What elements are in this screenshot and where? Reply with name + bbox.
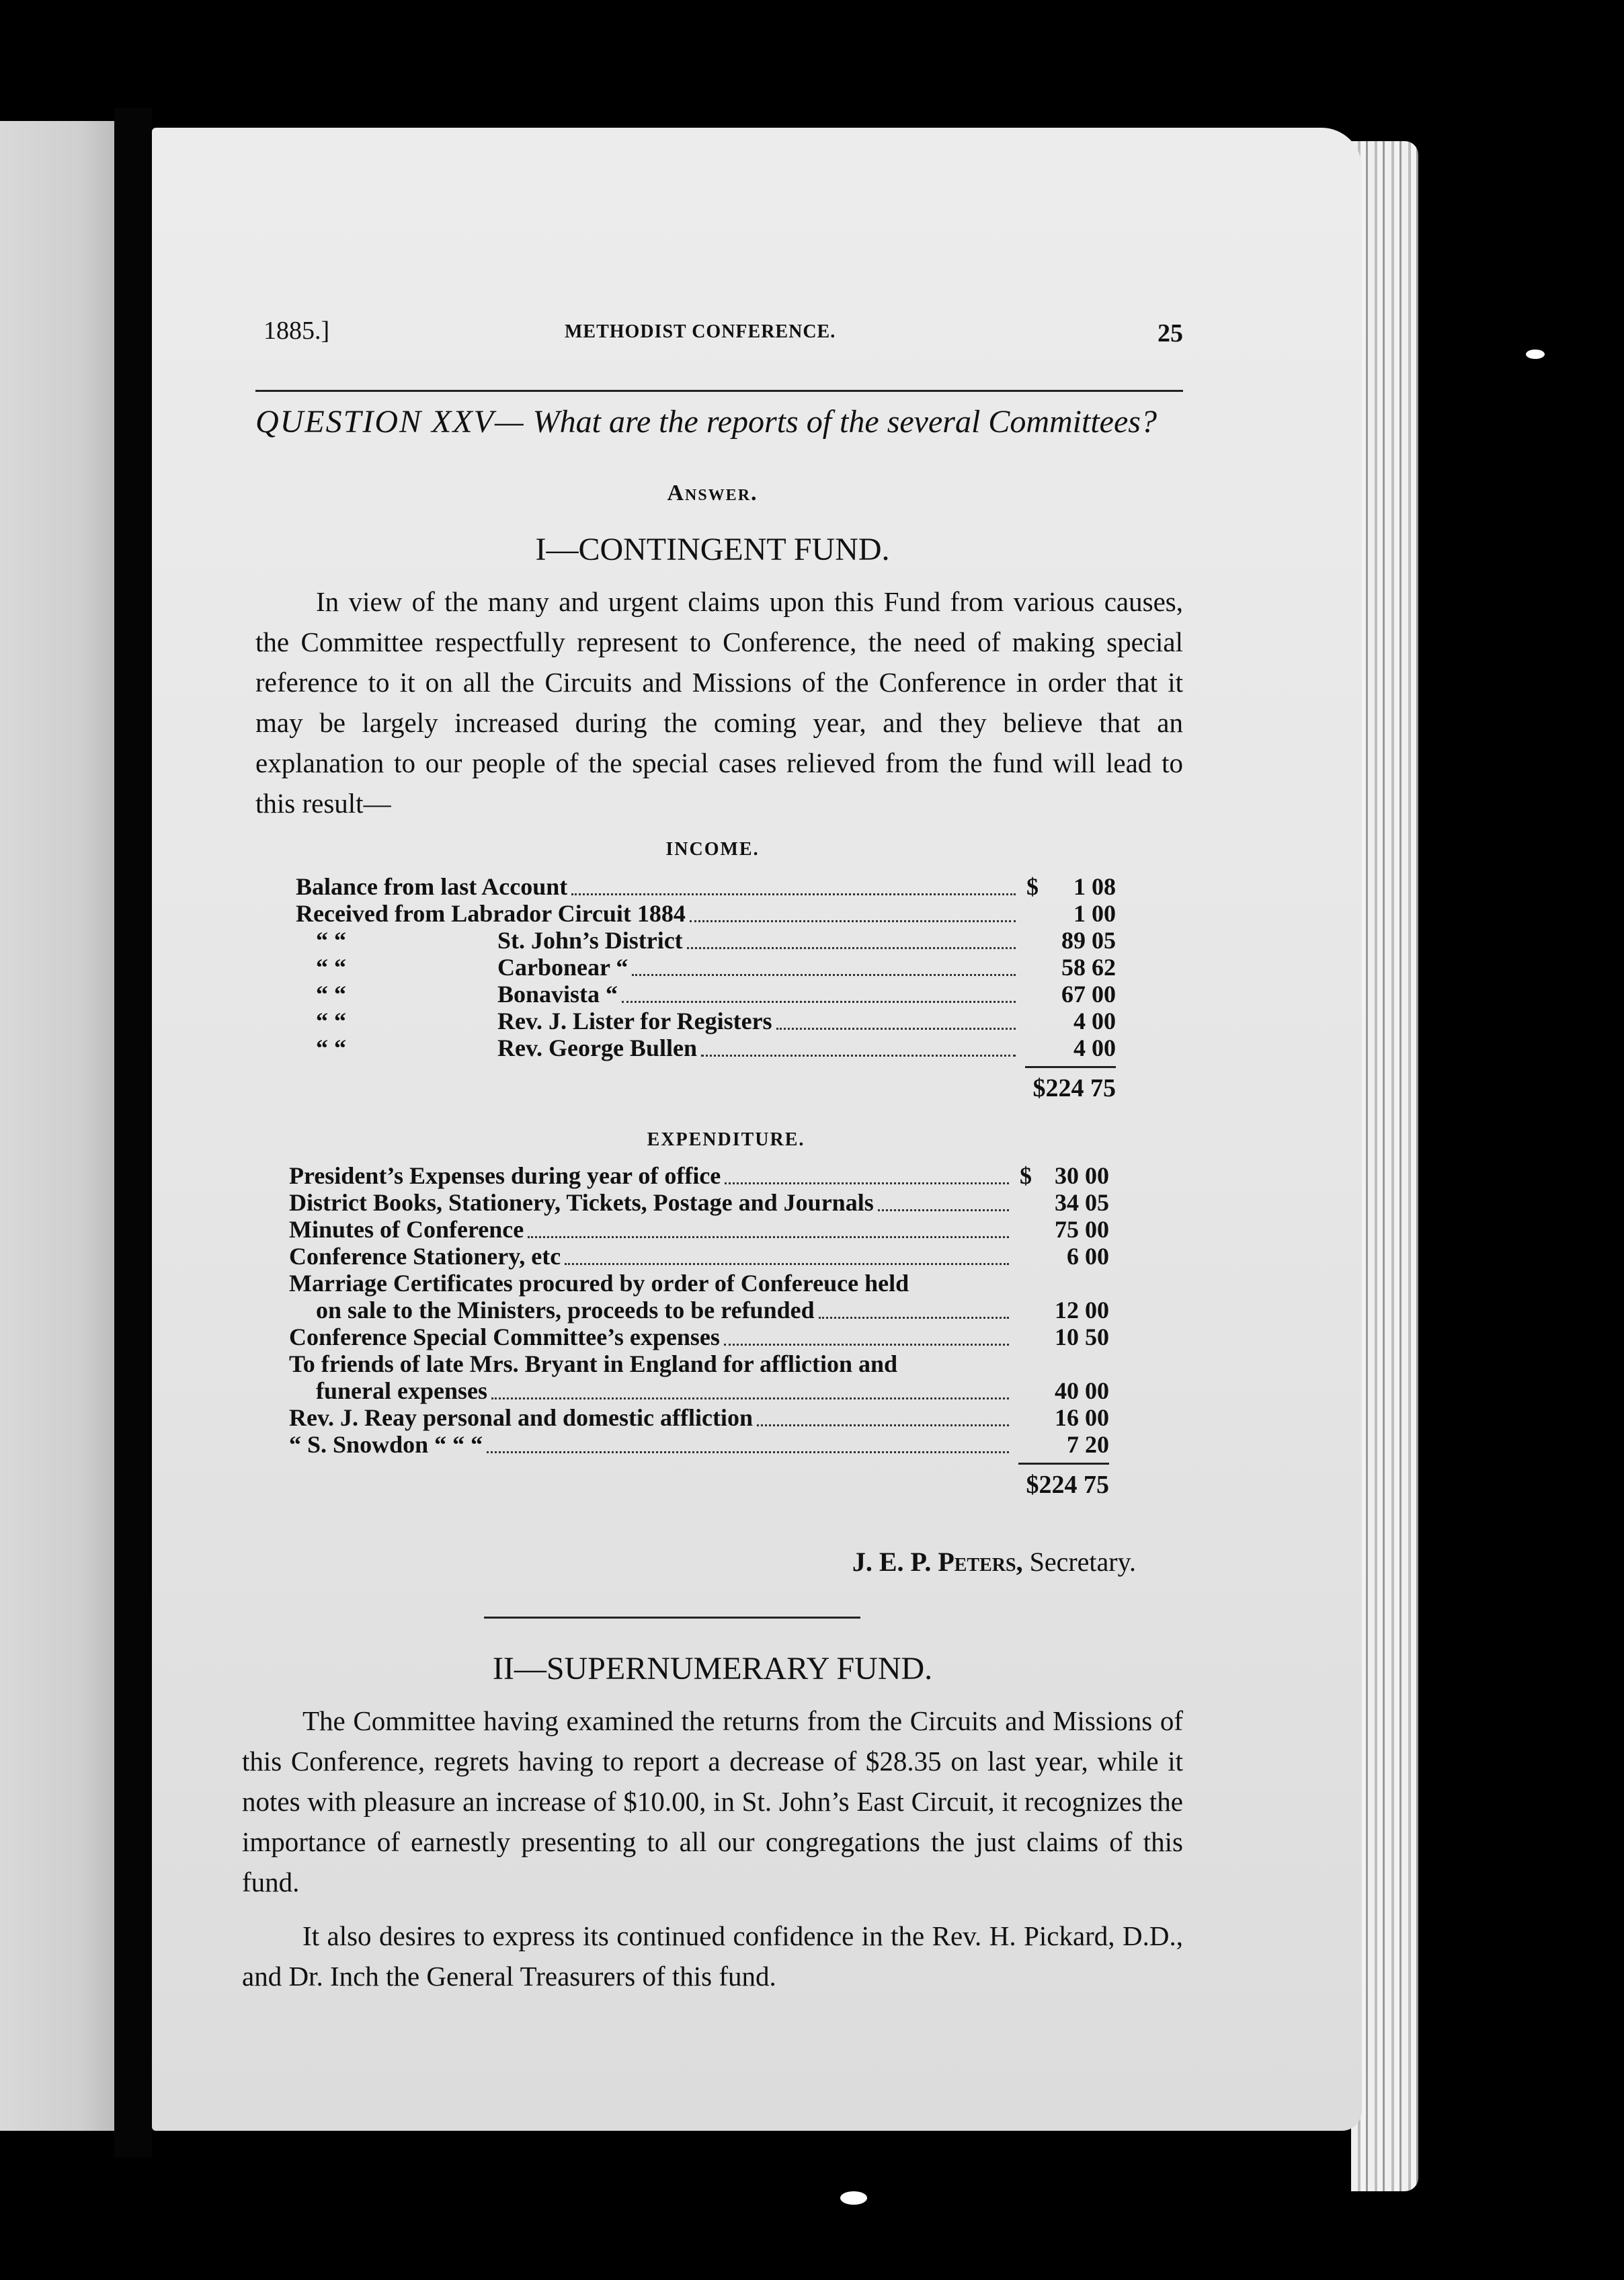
ledger-label: Rev. J. Lister for Registers (497, 1008, 772, 1034)
ledger-row (289, 1297, 1109, 1324)
ditto-marks: “ “ (316, 954, 346, 981)
ledger-label: Marriage Certificates procured by order of Confereuce held (289, 1270, 909, 1297)
ledger-amount: 16 00 (1055, 1404, 1109, 1431)
ledger-amount: 58 62 (1061, 954, 1116, 981)
signature-name: J. E. P. Peters, (852, 1547, 1023, 1577)
ledger-dollar: $ (1020, 1162, 1032, 1189)
ledger-row (296, 874, 1116, 901)
ledger-row (289, 1190, 1109, 1217)
question-text: What are the reports of the several Committees? (532, 404, 1157, 440)
ledger-label: Bonavista “ (497, 981, 618, 1008)
ledger-row (289, 1378, 1109, 1405)
ledger-row-line (289, 1351, 1109, 1378)
ledger-leader-dots (565, 1263, 1009, 1265)
ledger-amount: 10 50 (1055, 1324, 1109, 1350)
ledger-amount: 30 00 (1055, 1162, 1109, 1189)
answer-heading: Answer. (667, 481, 758, 505)
ledger-label: Minutes of Conference (289, 1216, 524, 1243)
page-number: 25 (1158, 319, 1183, 348)
book-spine (114, 108, 152, 2158)
ledger-total: $224 75 (1026, 1471, 1109, 1499)
ledger-label: District Books, Stationery, Tickets, Postage and Journals (289, 1189, 874, 1216)
ledger-label: To friends of late Mrs. Bryant in England for affliction and (289, 1350, 898, 1377)
ledger-row (296, 981, 1116, 1008)
ditto-marks: “ “ (316, 927, 346, 954)
signature-role: Secretary. (1029, 1547, 1136, 1577)
ledger-label: Rev. J. Reay personal and domestic affliction (289, 1404, 753, 1431)
ledger-label: on sale to the Ministers, proceeds to be refunded (316, 1297, 815, 1324)
ledger-amount: 7 20 (1067, 1431, 1109, 1458)
ledger-dollar: $ (1026, 873, 1039, 900)
ledger-total: $224 75 (1032, 1074, 1116, 1102)
question-heading (255, 403, 1196, 440)
ledger-row (296, 954, 1116, 981)
ledger-leader-dots (528, 1236, 1009, 1238)
ledger-label: St. John’s District (497, 927, 683, 954)
ledger-label: Received from Labrador Circuit 1884 (296, 900, 686, 927)
header-year: 1885.] (263, 317, 330, 345)
supernumerary-paragraph-2: It also desires to express its continued confidence in the Rev. H. Pickard, D.D., and Dr. Inch the General Treasurers of this fund. (242, 1920, 1183, 1992)
ledger-row (296, 1008, 1116, 1035)
ledger-leader-dots (701, 1055, 1016, 1057)
ledger-leader-dots (632, 974, 1016, 976)
ledger-label: funeral expenses (316, 1377, 487, 1404)
ledger-leader-dots (757, 1424, 1009, 1426)
contingent-fund-title: I—CONTINGENT FUND. (535, 532, 890, 567)
ledger-label: Carbonear “ (497, 954, 628, 981)
expenditure-ledger (289, 1163, 1109, 1500)
total-rule (1018, 1463, 1109, 1465)
total-rule (1025, 1066, 1116, 1068)
ledger-leader-dots (687, 947, 1016, 949)
section-divider (484, 1617, 860, 1619)
ledger-leader-dots (878, 1209, 1009, 1211)
scan-speck (840, 2191, 867, 2205)
running-header (242, 316, 1183, 356)
ledger-amount: 4 00 (1073, 1008, 1116, 1034)
ledger-amount: 40 00 (1055, 1377, 1109, 1404)
income-ledger (296, 874, 1116, 1103)
ledger-leader-dots (491, 1397, 1009, 1399)
header-title: METHODIST CONFERENCE. (565, 321, 836, 342)
ledger-leader-dots (487, 1451, 1009, 1453)
income-heading: INCOME. (665, 839, 760, 860)
ledger-leader-dots (724, 1344, 1009, 1346)
ledger-row-line (289, 1270, 1109, 1297)
ledger-amount: 6 00 (1067, 1243, 1109, 1270)
ledger-label: “ S. Snowdon “ “ “ (289, 1431, 483, 1458)
ditto-marks: “ “ (316, 1034, 346, 1061)
ledger-label: Conference Stationery, etc (289, 1243, 561, 1270)
ledger-row (296, 1035, 1116, 1062)
signature (852, 1546, 1136, 1578)
ledger-leader-dots (776, 1028, 1016, 1030)
ledger-amount: 1 00 (1073, 900, 1116, 927)
supernumerary-paragraph-1: The Committee having examined the returns from the Circuits and Missions of this Conference, regrets having to report a decrease of $28.35 on last year, while it notes with pleasure an increase of $10.00, in St. John’s East Circuit, it recognizes the importance of earnestly presenting to all our congregations the just claims of this fund. (242, 1705, 1183, 1898)
scan-speck (1526, 350, 1545, 359)
ledger-row (289, 1217, 1109, 1244)
ledger-amount: 75 00 (1055, 1216, 1109, 1243)
ledger-leader-dots (725, 1182, 1009, 1184)
ledger-row (289, 1244, 1109, 1270)
ledger-label: Conference Special Committee’s expenses (289, 1324, 720, 1350)
question-label: QUESTION XXV— (255, 404, 525, 440)
ditto-marks: “ “ (316, 981, 346, 1008)
ledger-row (296, 901, 1116, 928)
ledger-amount: 1 08 (1073, 873, 1116, 900)
ledger-leader-dots (571, 893, 1016, 895)
expenditure-heading: EXPENDITURE. (647, 1129, 805, 1150)
ledger-row (289, 1432, 1109, 1459)
ledger-label: President’s Expenses during year of office (289, 1162, 721, 1189)
ledger-leader-dots (622, 1001, 1016, 1003)
ledger-amount: 67 00 (1061, 981, 1116, 1008)
ledger-leader-dots (690, 920, 1016, 922)
ledger-row (289, 1163, 1109, 1190)
ditto-marks: “ “ (316, 1008, 346, 1034)
ledger-row (289, 1324, 1109, 1351)
ledger-amount: 34 05 (1055, 1189, 1109, 1216)
ledger-amount: 89 05 (1061, 927, 1116, 954)
ledger-amount: 4 00 (1073, 1034, 1116, 1061)
ledger-leader-dots (819, 1317, 1009, 1319)
contingent-paragraph: In view of the many and urgent claims upon this Fund from various causes, the Committee respectfully represent to Conference, the need of making special reference to it on all the Circuits and Missions of the Conference in order that it may be largely increased during the coming year, and they believe that an explanation to our people of the special cases relieved from the fund will lead to this result— (255, 586, 1183, 819)
ledger-label: Balance from last Account (296, 873, 568, 900)
ledger-row (289, 1405, 1109, 1432)
supernumerary-fund-title: II—SUPERNUMERARY FUND. (492, 1651, 933, 1686)
ledger-amount: 12 00 (1055, 1297, 1109, 1324)
ledger-label: Rev. George Bullen (497, 1034, 697, 1061)
facing-page-edge (0, 121, 114, 2131)
header-rule (255, 390, 1183, 392)
ledger-row (296, 928, 1116, 954)
